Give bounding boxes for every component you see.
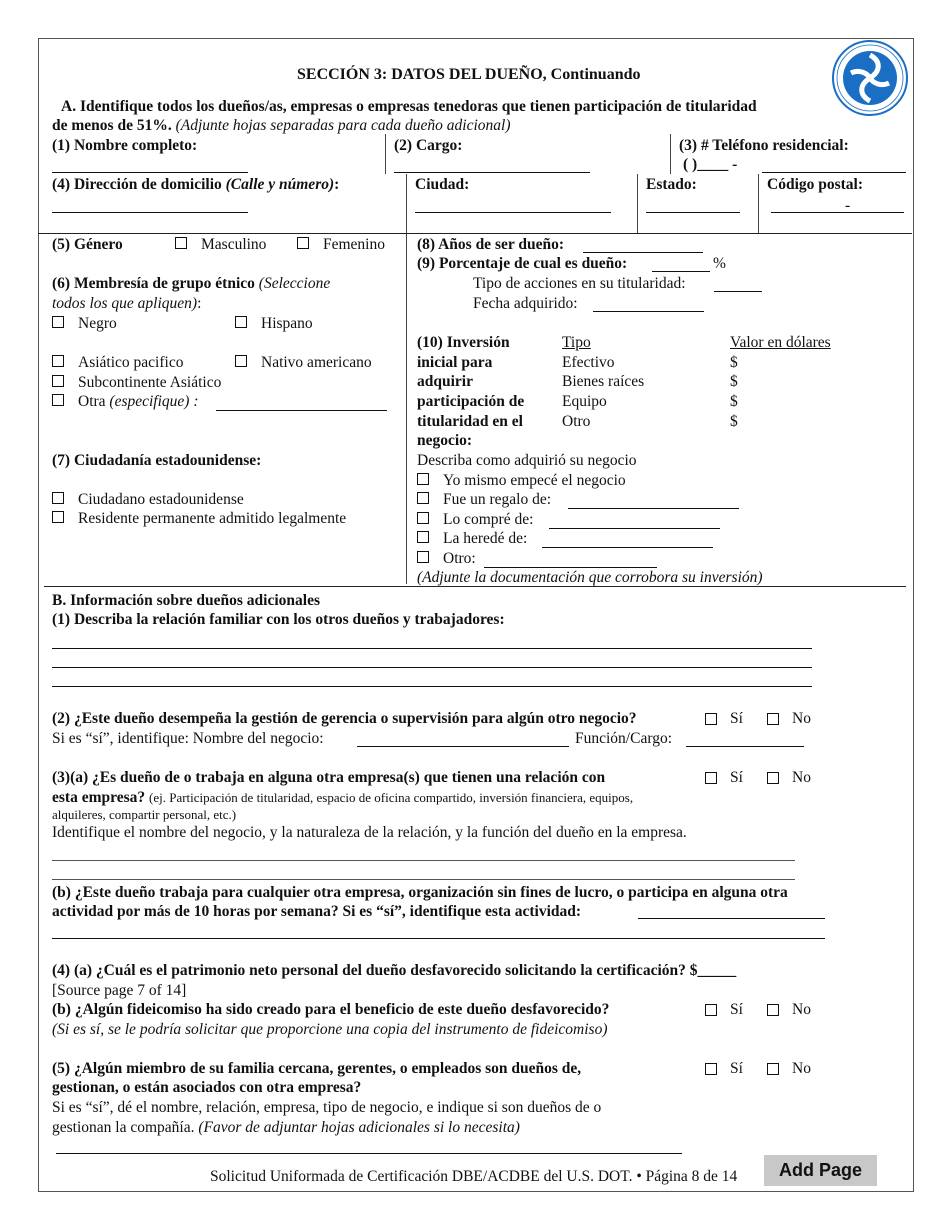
divider [670,134,671,174]
q1-label: (1) Describa la relación familiar con los otros dueños y trabajadores: [52,611,505,628]
acquire-option-inherited[interactable]: La heredé de: [417,530,527,548]
q5-no-label: No [792,1060,811,1077]
section-divider [44,586,906,587]
q3b-activity-field[interactable] [638,918,825,919]
part-a-heading: A. Identifique todos los dueños/as, empresas o empresas tenedoras que tienen participación de titularidad [61,98,757,115]
q3b-label: (b) ¿Este dueño trabaja para cualquier otra empresa, organización sin fines de lucro, o participa en alguna otra [52,884,788,901]
address-label: (4) Dirección de domicilio (Calle y número): [52,176,340,193]
bought-checkbox[interactable] [417,512,429,524]
q5-answer-line[interactable] [56,1153,682,1154]
q4b-yes-checkbox[interactable] [705,1004,717,1016]
date-acquired-field[interactable] [593,311,704,312]
city-field[interactable] [415,212,611,213]
investment-type-other: Otro [562,413,591,430]
inherited-checkbox[interactable] [417,531,429,543]
column-divider [406,174,407,584]
other-acquire-field[interactable] [484,567,657,568]
q4b-no-checkbox[interactable] [767,1004,779,1016]
q2-label: (2) ¿Este dueño desempeña la gestión de gerencia o supervisión para algún otro negocio? [52,710,637,727]
home-phone-label: (3) # Teléfono residencial: [679,137,849,154]
address-field[interactable] [52,212,248,213]
source-note: [Source page 7 of 14] [52,982,187,999]
ethnic-option-black[interactable]: Negro [52,315,117,333]
acquire-option-gift[interactable]: Fue un regalo de: [417,491,551,509]
q1-answer-line[interactable] [52,648,812,649]
q3a-yes-label: Sí [730,769,743,786]
hispanic-checkbox[interactable] [235,316,247,328]
q3a-label: (3)(a) ¿Es dueño de o trabaja en alguna otra empresa(s) que tienen una relación con [52,769,606,786]
q3a-no-label: No [792,769,811,786]
q2-business-name-field[interactable] [357,746,569,747]
investment-label-2: inicial para [417,354,493,371]
q3b-answer-line[interactable] [52,938,825,939]
q2-role-field[interactable] [686,746,804,747]
citizenship-label: (7) Ciudadanía estadounidense: [52,452,262,469]
black-checkbox[interactable] [52,316,64,328]
q5-no-checkbox[interactable] [767,1063,779,1075]
gift-from-field[interactable] [568,508,739,509]
q2-yes-label: Sí [730,710,743,727]
q2-identify-label: Si es “sí”, identifique: Nombre del negocio: [52,730,324,747]
citizenship-option-citizen[interactable]: Ciudadano estadounidense [52,491,244,509]
q4b-no-label: No [792,1001,811,1018]
zip-dash: - [845,197,851,214]
investment-type-real-estate: Bienes raíces [562,373,645,390]
section-divider [38,233,912,234]
q5-yes-checkbox[interactable] [705,1063,717,1075]
q4a-label: (4) (a) ¿Cuál es el patrimonio neto personal del dueño desfavorecido solicitando la certificación? $_____ [52,962,737,979]
full-name-label: (1) Nombre completo: [52,137,198,154]
acquire-option-started[interactable]: Yo mismo empecé el negocio [417,472,626,490]
q3a-no-checkbox[interactable] [767,772,779,784]
inherited-from-field[interactable] [542,547,713,548]
q2-role-label: Función/Cargo: [575,730,673,747]
q5-label: (5) ¿Algún miembro de su familia cercana, gerentes, o empleados son dueños de, [52,1060,582,1077]
q4b-yes-label: Sí [730,1001,743,1018]
other-ethnic-checkbox[interactable] [52,394,64,406]
pct-symbol: % [713,255,726,272]
zip-label: Código postal: [767,176,864,193]
q3a-answer-line[interactable] [52,860,795,861]
investment-label-3: adquirir [417,373,473,390]
footer-text: Solicitud Uniformada de Certificación DBE/ACDBE del U.S. DOT. • Página 8 de 14 [210,1168,738,1185]
part-a-heading-line2: de menos de 51%. (Adjunte hojas separadas para cada dueño adicional) [52,117,511,134]
subcontinent-asian-checkbox[interactable] [52,375,64,387]
q3a-identify: Identifique el nombre del negocio, y la naturaleza de la relación, y la función del dueño en la empresa. [52,824,687,841]
resident-checkbox[interactable] [52,511,64,523]
ethnic-option-asian-pacific[interactable]: Asiático pacifico [52,354,183,372]
part-b-heading: B. Información sobre dueños adicionales [52,592,320,609]
city-label: Ciudad: [415,176,470,193]
ethnic-option-other[interactable]: Otra (especifique) : [52,393,199,411]
bought-from-field[interactable] [549,528,720,529]
q1-answer-line[interactable] [52,667,812,668]
q5-label-3: Si es “sí”, dé el nombre, relación, empresa, tipo de negocio, e indique si son dueños de o [52,1099,602,1116]
q3a-answer-line[interactable] [52,879,795,880]
dollar-sign: $ [730,373,738,390]
ethnic-other-field[interactable] [216,410,387,411]
investment-type-header: Tipo [562,334,591,351]
acquire-option-other[interactable]: Otro: [417,550,476,568]
ethnic-option-subcontinent-asian[interactable]: Subcontinente Asiático [52,374,221,392]
ethnic-option-hispanic[interactable]: Hispano [235,315,313,333]
investment-type-equipment: Equipo [562,393,607,410]
asian-pacific-checkbox[interactable] [52,355,64,367]
q5-yes-label: Sí [730,1060,743,1077]
dollar-sign: $ [730,393,738,410]
acquire-describe: Describa como adquirió su negocio [417,452,637,469]
full-name-field[interactable] [52,172,248,173]
investment-label-6: negocio: [417,432,473,449]
section-title: SECCIÓN 3: DATOS DEL DUEÑO, Continuando [297,66,641,83]
share-type-field[interactable] [714,291,762,292]
q3a-yes-checkbox[interactable] [705,772,717,784]
investment-type-cash: Efectivo [562,354,615,371]
investment-label-5: titularidad en el [417,413,523,430]
gift-checkbox[interactable] [417,492,429,504]
gender-label: (5) Género [52,236,123,253]
ethnic-hint: todos los que apliquen): [52,295,202,312]
position-field[interactable] [394,172,590,173]
female-checkbox[interactable] [297,237,309,249]
home-phone-field[interactable] [762,172,906,173]
q3a-label-3: alquileres, compartir personal, etc.) [52,807,237,822]
ethnic-option-native-american[interactable]: Nativo americano [235,354,372,372]
other-acquire-checkbox[interactable] [417,551,429,563]
dollar-sign: $ [730,413,738,430]
years-owner-label: (8) Años de ser dueño: [417,236,564,253]
years-owner-field[interactable] [583,252,703,253]
q2-no-label: No [792,710,811,727]
started-checkbox[interactable] [417,473,429,485]
male-checkbox[interactable] [175,237,187,249]
q1-answer-line[interactable] [52,686,812,687]
q2-no-checkbox[interactable] [767,713,779,725]
investment-label-4: participación de [417,393,525,410]
investment-label-1: (10) Inversión [417,334,510,351]
q2-yes-checkbox[interactable] [705,713,717,725]
state-label: Estado: [646,176,697,193]
q4b-label: (b) ¿Algún fideicomiso ha sido creado para el beneficio de este dueño desfavorecido? [52,1001,610,1018]
position-label: (2) Cargo: [394,137,463,154]
state-field[interactable] [646,212,740,213]
citizenship-option-resident[interactable]: Residente permanente admitido legalmente [52,510,346,528]
q3b-label-2: actividad por más de 10 horas por semana? Si es “sí”, identifique esta actividad: [52,903,582,920]
gender-option-female[interactable]: Femenino [297,236,385,254]
q3a-label-2: esta empresa? (ej. Participación de titularidad, espacio de oficina compartido, inversión financiera, equipos, [52,789,634,806]
acquire-note: (Adjunte la documentación que corrobora su inversión) [417,569,763,586]
ethnic-label: (6) Membresía de grupo étnico (Seleccione [52,275,331,292]
dollar-sign: $ [730,354,738,371]
acquire-option-bought[interactable]: Lo compré de: [417,511,533,529]
investment-value-header: Valor en dólares [730,334,831,351]
divider [758,174,759,233]
zip-field[interactable] [771,212,904,213]
phone-format: ( )____ - [683,156,738,173]
gender-option-male[interactable]: Masculino [175,236,266,254]
divider [637,174,638,233]
ownership-pct-field[interactable] [652,271,710,272]
share-type-label: Tipo de acciones en su titularidad: [473,275,686,292]
add-page-button[interactable]: Add Page [764,1155,877,1186]
q4b-note: (Si es sí, se le podría solicitar que proporcione una copia del instrumento de fideicomiso) [52,1021,608,1038]
date-acquired-label: Fecha adquirido: [473,295,578,312]
q5-label-2: gestionan, o están asociados con otra empresa? [52,1079,362,1096]
dot-seal-logo [829,39,911,117]
divider [385,134,386,174]
q5-label-4: gestionan la compañía. (Favor de adjuntar hojas adicionales si lo necesita) [52,1119,520,1136]
native-american-checkbox[interactable] [235,355,247,367]
ownership-pct-label: (9) Porcentaje de cual es dueño: [417,255,628,272]
citizen-checkbox[interactable] [52,492,64,504]
